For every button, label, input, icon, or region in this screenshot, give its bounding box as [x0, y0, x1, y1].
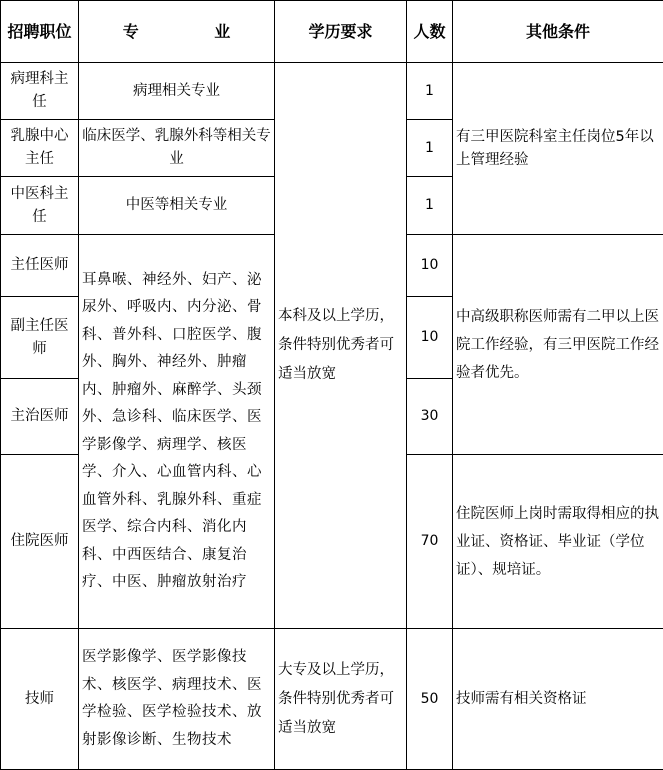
- header-major: 专 业: [79, 1, 275, 63]
- count-cell: 70: [407, 455, 453, 629]
- position-cell: 技师: [1, 629, 79, 770]
- major-cell: 医学影像学、医学影像技术、核医学、病理技术、医学检验、医学检验技术、放射影像诊断、生物技术: [79, 629, 275, 770]
- header-count: 人数: [407, 1, 453, 63]
- position-cell: 住院医师: [1, 455, 79, 629]
- major-cell: 病理相关专业: [79, 63, 275, 120]
- position-cell: 主治医师: [1, 379, 79, 455]
- header-conditions: 其他条件: [453, 1, 663, 63]
- conditions-cell: 中高级职称医师需有二甲以上医院工作经验，有三甲医院工作经验者优先。: [453, 235, 663, 455]
- conditions-cell: 有三甲医院科室主任岗位5年以上管理经验: [453, 63, 663, 235]
- major-cell: 临床医学、乳腺外科等相关专业: [79, 120, 275, 177]
- major-cell: 中医等相关专业: [79, 177, 275, 235]
- conditions-cell: 技师需有相关资格证: [453, 629, 663, 770]
- count-cell: 1: [407, 177, 453, 235]
- position-cell: 中医科主任: [1, 177, 79, 235]
- count-cell: 1: [407, 63, 453, 120]
- major-cell: 耳鼻喉、神经外、妇产、泌尿外、呼吸内、内分泌、骨科、普外科、口腔医学、腹外、胸外、神经外、肿瘤内、肿瘤外、麻醉学、头颈外、急诊科、临床医学、医学影像学、病理学、核医学、介入、心血管内科、心血管外科、乳腺外科、重症医学、综合内科、消化内科、中西医结合、康复治疗、中医、肿瘤放射治疗: [79, 235, 275, 629]
- count-cell: 1: [407, 120, 453, 177]
- count-cell: 30: [407, 379, 453, 455]
- education-cell: 大专及以上学历，条件特别优秀者可适当放宽: [275, 629, 407, 770]
- header-education: 学历要求: [275, 1, 407, 63]
- conditions-cell: 住院医师上岗时需取得相应的执业证、资格证、毕业证（学位证）、规培证。: [453, 455, 663, 629]
- count-cell: 10: [407, 235, 453, 297]
- position-cell: 病理科主任: [1, 63, 79, 120]
- position-cell: 副主任医师: [1, 297, 79, 379]
- count-cell: 10: [407, 297, 453, 379]
- header-position: 招聘职位: [1, 1, 79, 63]
- header-row: [1, 1, 663, 63]
- table-row: [1, 629, 663, 770]
- position-cell: 乳腺中心主任: [1, 120, 79, 177]
- position-cell: 主任医师: [1, 235, 79, 297]
- count-cell: 50: [407, 629, 453, 770]
- education-cell: 本科及以上学历，条件特别优秀者可适当放宽: [275, 63, 407, 629]
- table-row: [1, 63, 663, 120]
